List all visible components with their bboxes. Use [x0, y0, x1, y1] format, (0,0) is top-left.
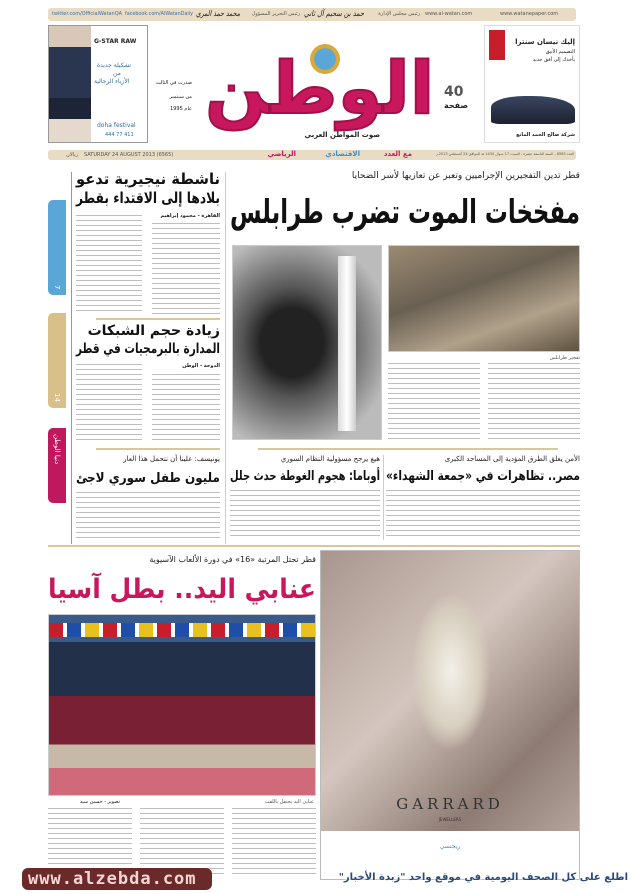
dealer-name: شركة صالح الحمد المانع — [516, 132, 575, 138]
side-tab-3[interactable] — [48, 428, 66, 503]
main-kicker: قطر تدين التفجيرين الإجراميين وتعبر عن تعازيها لأسر الضحايا — [351, 171, 580, 181]
watermark-text: اطلع على كل الصحف اليومية في موقع واحد "زبدة الأخبار" — [338, 872, 628, 883]
founded-1: صدرت في الثالث — [155, 80, 192, 86]
nissan-line-1: التصميم الأنيق — [545, 49, 575, 55]
left-story2-body — [152, 374, 220, 444]
divider — [258, 448, 558, 450]
left-story2-body — [76, 364, 142, 444]
left-story1-body — [152, 223, 220, 315]
twitter-link[interactable]: twitter.com/OfficialWatanQA — [52, 11, 123, 17]
gstar-text-1: تشكيلة جديدة — [97, 62, 132, 69]
pages-count: 40 — [444, 84, 464, 100]
left-story2-headline-1[interactable]: زيادة حجم الشبكات — [87, 323, 220, 339]
main-headline[interactable]: مفخخات الموت تضرب طرابلس — [230, 192, 580, 231]
side-tab-2[interactable] — [48, 313, 66, 408]
gstar-ad[interactable] — [48, 25, 148, 143]
newspaper-logo: الوطن — [205, 46, 435, 130]
left-story1-headline-1[interactable]: ناشطة نيجيرية تدعو — [76, 170, 220, 188]
editor-signature: محمد حمد المري — [195, 9, 240, 18]
column-divider — [71, 172, 72, 544]
model-photo — [49, 26, 91, 142]
sports-headline[interactable]: عنابي اليد.. بطل آسيا — [47, 574, 317, 605]
left-story2-headline-2[interactable]: المدارة بالبرمجيات في قطر — [76, 341, 220, 357]
egypt-body — [386, 490, 580, 540]
epaper-link[interactable]: www.watanepaper.com — [500, 11, 559, 17]
garrard-brand: GARRARD — [396, 795, 504, 813]
price: ريالان — [66, 152, 78, 158]
obama-body — [230, 490, 380, 540]
divider — [96, 448, 220, 450]
main-body — [488, 363, 580, 443]
refugee-headline[interactable]: مليون طفل سوري لاجئ — [75, 471, 221, 486]
obama-headline[interactable]: أوباما: هجوم الغوطة حدث جلل — [229, 469, 380, 484]
left-story1-byline: القاهرة - محمود إبراهيم — [160, 213, 220, 219]
supplement-sports[interactable]: الرياضي — [267, 150, 296, 158]
english-date: SATURDAY 24 AUGUST 2013 (6565) — [84, 152, 174, 158]
garrard-sub: JEWELLERS — [438, 817, 462, 822]
editor-label: رئيس التحرير المسؤول — [251, 11, 300, 17]
divider — [96, 318, 220, 320]
issue-info: العدد 6565 - السنة التاسعة عشرة - السبت 17 شوال 1434 هـ الموافق 24 أغسطس 2013م — [436, 152, 574, 156]
column-divider — [225, 172, 226, 544]
gstar-text-2: من — [113, 70, 121, 77]
side-tab-page: 7 — [53, 284, 61, 289]
left-story1-body — [76, 215, 142, 315]
column-divider — [383, 455, 384, 540]
founded-2: من سبتمبر — [169, 94, 192, 100]
left-story1-headline-2[interactable]: بلادها إلى الاقتداء بقطر — [76, 189, 220, 207]
pages-label: صفحة — [444, 101, 469, 110]
gstar-text-3: الأزياء الرجالية — [94, 78, 130, 85]
obama-kicker: هيغ يرجح مسؤولية النظام السوري — [280, 455, 380, 463]
egypt-kicker: الأمن يغلق الطرق المؤدية إلى المساجد الكبرى — [444, 455, 580, 463]
main-body — [388, 363, 480, 443]
flags-row — [49, 623, 315, 637]
nissan-title: إليك نيسان سنترا — [515, 38, 575, 46]
in-issue-label: مع العدد — [383, 150, 412, 158]
supplement-economy[interactable]: الاقتصادي — [325, 150, 360, 158]
facebook-link[interactable]: facebook.com/AlWatanDaily — [125, 11, 194, 17]
egypt-headline[interactable]: مصر.. تظاهرات في «جمعة الشهداء» — [385, 469, 580, 484]
chairman-signature: حمد بن سحيم آل ثاني — [303, 9, 364, 18]
sports-caption: عنابي اليد يحتفل باللقب — [264, 799, 314, 805]
left-story2-byline: الدوحة - الوطن — [182, 363, 220, 369]
chairman-label: رئيس مجلس الإدارة — [378, 11, 420, 17]
side-tab-page: 14 — [53, 393, 61, 402]
garrard-ad[interactable] — [320, 550, 580, 880]
nissan-line-2: يأخذك إلى أفق جديد — [532, 57, 575, 63]
side-tab-1[interactable] — [48, 200, 66, 295]
refugee-kicker: يونيسف: علينا أن نتحمل هذا العار — [123, 455, 220, 463]
nissan-ad[interactable] — [484, 25, 580, 143]
sports-kicker: قطر تحتل المرتبة «16» في دورة الألعاب الآسيوية — [149, 555, 316, 564]
minaret — [338, 256, 356, 431]
watermark-url[interactable]: www.alzebda.com — [22, 868, 212, 890]
car-image — [491, 96, 575, 124]
gstar-brand: G-STAR RAW — [94, 38, 137, 45]
nissan-logo — [489, 30, 505, 60]
divider — [48, 545, 580, 547]
jewelry-image — [411, 591, 491, 751]
regency-logo: ريجنسي — [439, 843, 461, 850]
founded-3: عام 1995 — [170, 106, 192, 112]
team-photo[interactable] — [48, 614, 316, 796]
store-phone: 444 77 411 — [105, 132, 134, 138]
website-link[interactable]: www.al-watan.com — [425, 11, 473, 17]
explosion-photo[interactable] — [232, 245, 382, 440]
main-caption: تفجير طرابلس — [549, 355, 580, 361]
victims-photo[interactable] — [388, 245, 580, 352]
sports-body — [232, 808, 316, 878]
slogan: صوت المواطن العربي — [304, 131, 380, 139]
sports-photo-credit: تصوير - حسين سيد — [79, 799, 120, 805]
refugee-body — [76, 492, 220, 540]
store-name: doha festival — [97, 122, 136, 129]
side-tab-label: دنيا الوطن — [53, 434, 61, 465]
